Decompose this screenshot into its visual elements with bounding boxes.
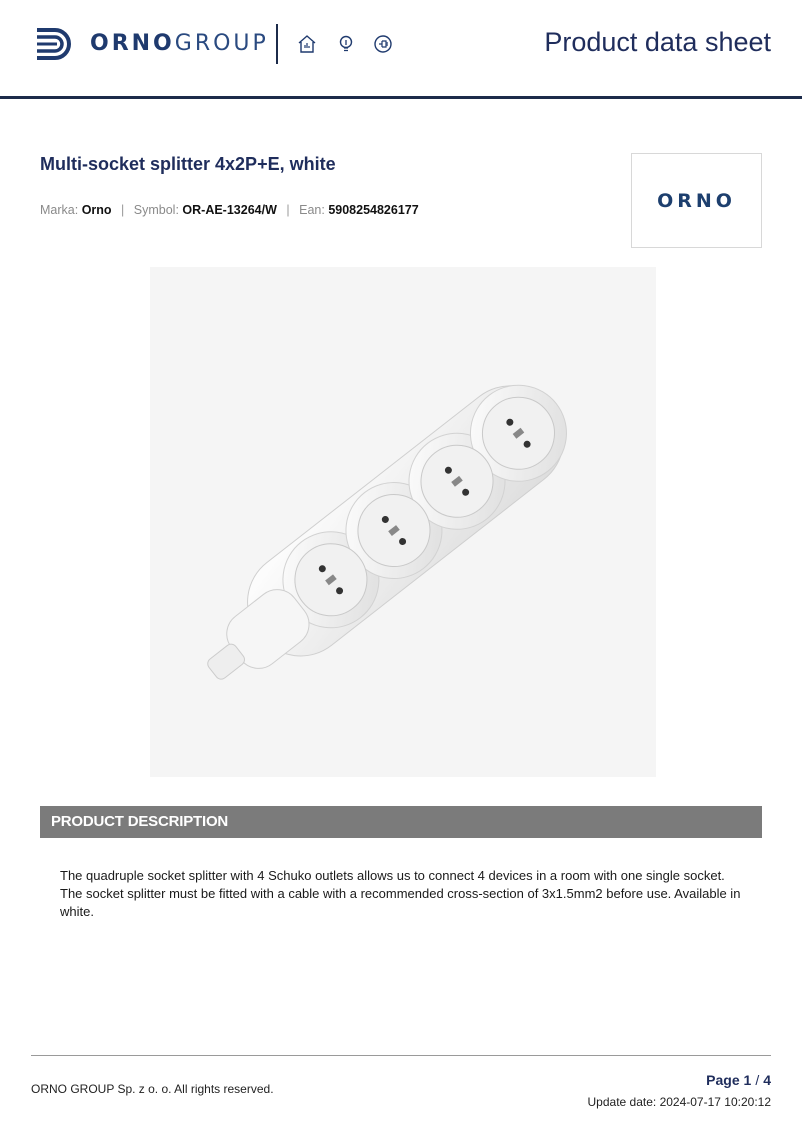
section-header (40, 806, 762, 838)
brand-logo-text: ORNO (657, 190, 736, 212)
sheet-title: Product data sheet (544, 27, 771, 57)
brand-label: Marka: (40, 203, 79, 217)
ean-value: 5908254826177 (328, 203, 419, 217)
footer-rule (31, 1055, 771, 1056)
copyright: ORNO GROUP Sp. z o. o. All rights reserved. (31, 1082, 274, 1096)
update-date: Update date: 2024-07-17 10:20:12 (587, 1095, 771, 1109)
page-total: 4 (763, 1072, 771, 1088)
symbol-value: OR-AE-13264/W (182, 203, 277, 217)
brand-logo-box (631, 153, 762, 248)
symbol-label: Symbol: (133, 203, 179, 217)
page-slash: / (755, 1072, 760, 1088)
product-meta (40, 203, 419, 217)
logo-divider (276, 24, 278, 64)
product-title: Multi-socket splitter 4x2P+E, white (40, 154, 336, 174)
section-title: PRODUCT DESCRIPTION (51, 813, 229, 830)
bulb-icon (336, 34, 356, 54)
plug-icon (373, 34, 393, 54)
meta-separator: | (121, 203, 125, 217)
power-strip-image (150, 267, 656, 777)
logo-light: GROUP (174, 31, 269, 56)
orno-logo-icon (33, 24, 75, 64)
page-header (0, 0, 802, 100)
meta-separator: | (286, 203, 290, 217)
logo-bold: ORNO (90, 31, 175, 56)
smart-home-icon (297, 34, 317, 54)
logo-wordmark (90, 31, 269, 56)
page-number (706, 1072, 771, 1088)
page-current: Page 1 (706, 1072, 752, 1088)
product-photo (150, 267, 656, 777)
product-description: The quadruple socket splitter with 4 Schuko outlets allows us to connect 4 devices in a room with one single socket. The socket splitter must be fitted with a cable with a recommended cross-section of 3x1.5mm2 before use. Available in white. (60, 868, 741, 919)
ean-label: Ean: (299, 203, 325, 217)
brand-value: Orno (81, 203, 112, 217)
header-rule (0, 96, 802, 99)
